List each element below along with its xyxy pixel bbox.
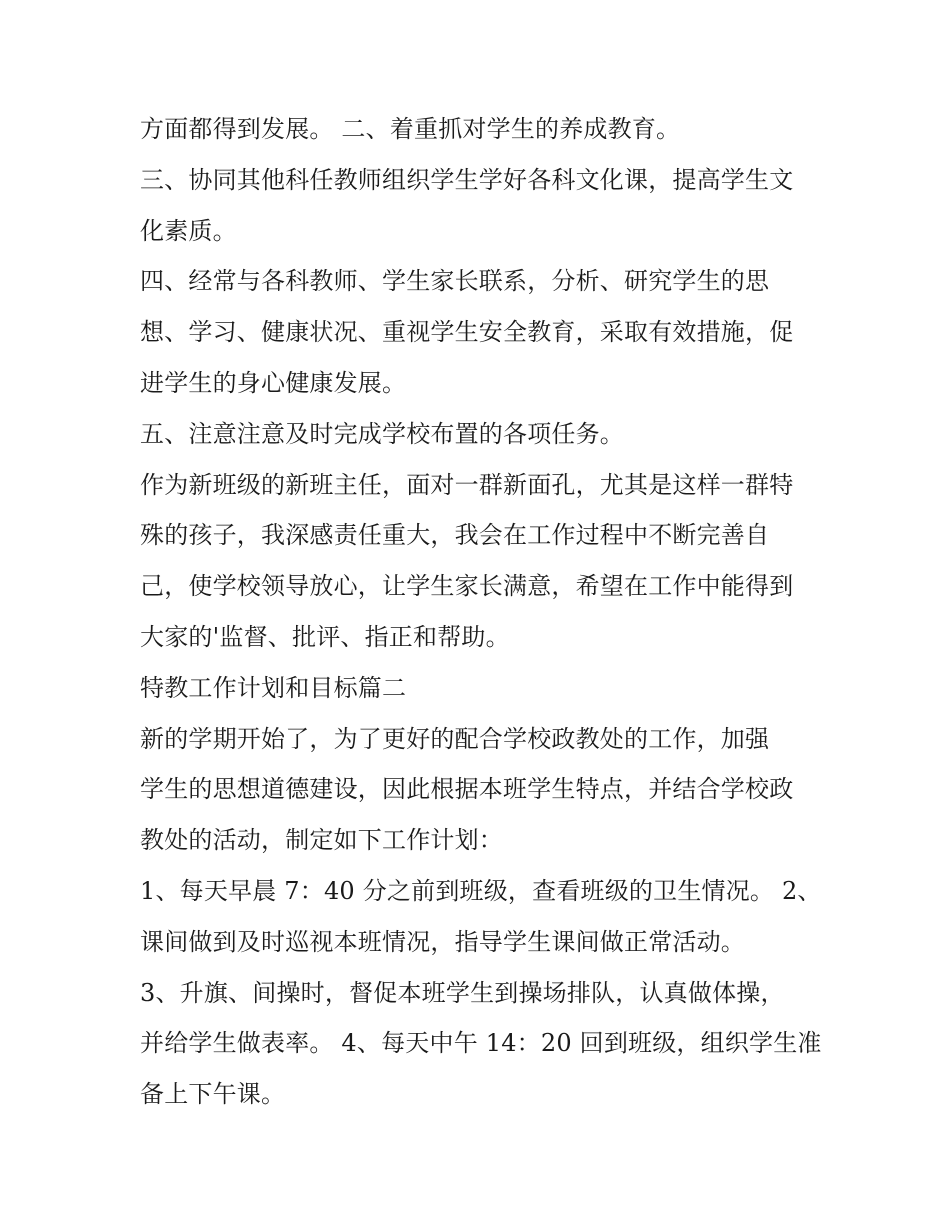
text-line: 三、协同其他科任教师组织学生学好各科文化课，提高学生文 xyxy=(140,165,794,194)
section-heading: 特教工作计划和目标篇二 xyxy=(140,673,407,702)
text-line: 学生的思想道德建设，因此根据本班学生特点，并结合学校政 xyxy=(140,775,794,804)
text-line: 四、经常与各科教师、学生家长联系，分析、研究学生的思 xyxy=(140,267,770,296)
text-line: 作为新班级的新班主任，面对一群新面孔，尤其是这样一群特 xyxy=(140,470,794,499)
text-line: 化素质。 xyxy=(140,216,237,245)
text-line: 想、学习、健康状况、重视学生安全教育，采取有效措施，促 xyxy=(140,318,794,347)
text-line: 己，使学校领导放心，让学生家长满意，希望在工作中能得到 xyxy=(140,572,794,601)
document-body xyxy=(140,104,820,1120)
text-line: 3、升旗、间操时，督促本班学生到操场排队，认真做体操， xyxy=(140,978,785,1007)
text-line: 1、每天早晨 7：40 分之前到班级，查看班级的卫生情况。 2、 xyxy=(140,876,822,905)
text-line: 进学生的身心健康发展。 xyxy=(140,368,407,397)
text-line: 方面都得到发展。 二、着重抓对学生的养成教育。 xyxy=(140,115,681,143)
text-line: 大家的'监督、批评、指正和帮助。 xyxy=(140,622,510,651)
text-line: 课间做到及时巡视本班情况，指导学生课间做正常活动。 xyxy=(140,927,745,956)
text-line: 新的学期开始了，为了更好的配合学校政教处的工作，加强 xyxy=(140,724,770,753)
text-line: 教处的活动，制定如下工作计划： xyxy=(140,826,503,855)
text-line: 殊的孩子，我深感责任重大，我会在工作过程中不断完善自 xyxy=(140,521,770,550)
text-line: 五、注意注意及时完成学校布置的各项任务。 xyxy=(140,419,624,448)
text-line: 备上下午课。 xyxy=(140,1080,286,1109)
text-line: 并给学生做表率。 4、每天中午 14：20 回到班级，组织学生准 xyxy=(140,1029,822,1058)
